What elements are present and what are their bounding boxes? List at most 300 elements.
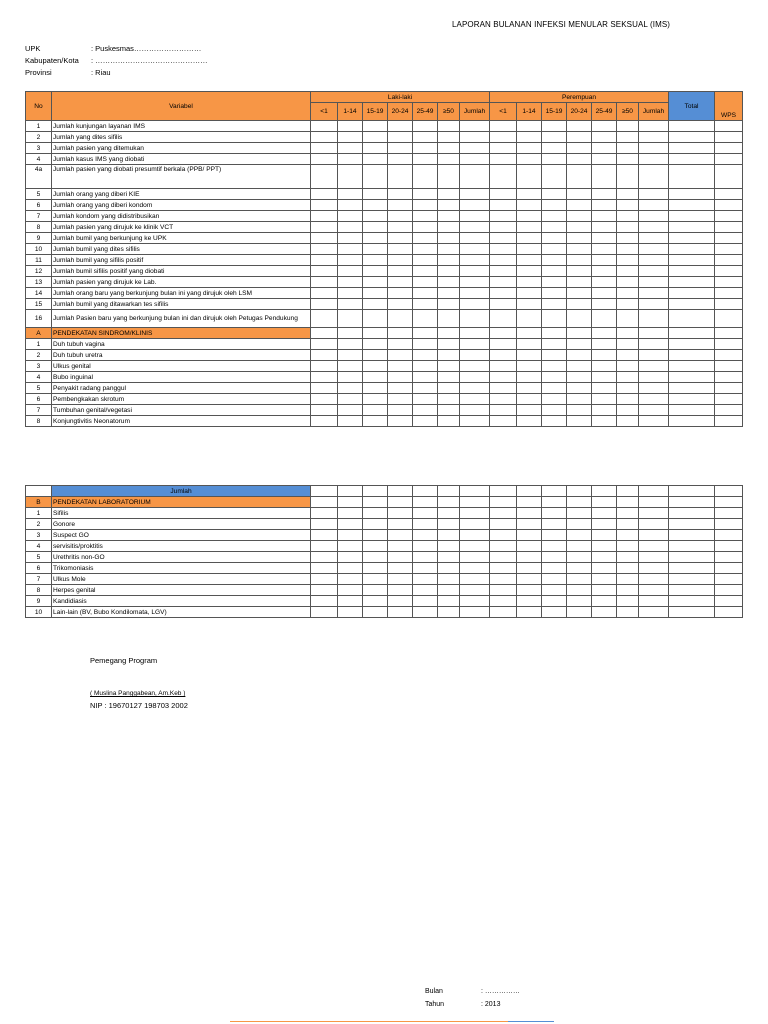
- data-cell[interactable]: [669, 361, 715, 372]
- data-cell[interactable]: [669, 383, 715, 394]
- data-cell[interactable]: [388, 288, 413, 299]
- data-cell[interactable]: [567, 211, 592, 222]
- data-cell[interactable]: [363, 416, 388, 427]
- data-cell[interactable]: [517, 361, 542, 372]
- data-cell[interactable]: [639, 233, 669, 244]
- data-cell[interactable]: [669, 552, 715, 563]
- data-cell[interactable]: [715, 310, 743, 328]
- data-cell[interactable]: [669, 211, 715, 222]
- data-cell[interactable]: [438, 288, 460, 299]
- data-cell[interactable]: [363, 233, 388, 244]
- data-cell[interactable]: [542, 596, 567, 607]
- data-cell[interactable]: [338, 165, 363, 189]
- data-cell[interactable]: [413, 132, 438, 143]
- data-cell[interactable]: [639, 266, 669, 277]
- data-cell[interactable]: [617, 200, 639, 211]
- data-cell[interactable]: [715, 288, 743, 299]
- data-cell[interactable]: [363, 200, 388, 211]
- data-cell[interactable]: [388, 497, 413, 508]
- data-cell[interactable]: [338, 222, 363, 233]
- data-cell[interactable]: [363, 519, 388, 530]
- data-cell[interactable]: [413, 508, 438, 519]
- data-cell[interactable]: [617, 383, 639, 394]
- data-cell[interactable]: [311, 233, 338, 244]
- data-cell[interactable]: [338, 596, 363, 607]
- data-cell[interactable]: [460, 255, 490, 266]
- data-cell[interactable]: [311, 530, 338, 541]
- data-cell[interactable]: [363, 585, 388, 596]
- data-cell[interactable]: [490, 132, 517, 143]
- data-cell[interactable]: [567, 574, 592, 585]
- data-cell[interactable]: [363, 486, 388, 497]
- data-cell[interactable]: [715, 563, 743, 574]
- data-cell[interactable]: [438, 244, 460, 255]
- data-cell[interactable]: [592, 288, 617, 299]
- data-cell[interactable]: [311, 416, 338, 427]
- data-cell[interactable]: [413, 189, 438, 200]
- data-cell[interactable]: [338, 310, 363, 328]
- data-cell[interactable]: [460, 497, 490, 508]
- data-cell[interactable]: [617, 607, 639, 618]
- data-cell[interactable]: [639, 563, 669, 574]
- data-cell[interactable]: [460, 486, 490, 497]
- data-cell[interactable]: [517, 189, 542, 200]
- data-cell[interactable]: [311, 121, 338, 132]
- data-cell[interactable]: [669, 121, 715, 132]
- data-cell[interactable]: [363, 563, 388, 574]
- data-cell[interactable]: [617, 310, 639, 328]
- data-cell[interactable]: [338, 574, 363, 585]
- data-cell[interactable]: [460, 416, 490, 427]
- data-cell[interactable]: [311, 143, 338, 154]
- data-cell[interactable]: [617, 350, 639, 361]
- data-cell[interactable]: [413, 486, 438, 497]
- data-cell[interactable]: [639, 372, 669, 383]
- data-cell[interactable]: [413, 288, 438, 299]
- data-cell[interactable]: [592, 541, 617, 552]
- data-cell[interactable]: [715, 200, 743, 211]
- data-cell[interactable]: [311, 394, 338, 405]
- data-cell[interactable]: [617, 339, 639, 350]
- data-cell[interactable]: [363, 596, 388, 607]
- data-cell[interactable]: [715, 394, 743, 405]
- data-cell[interactable]: [517, 233, 542, 244]
- data-cell[interactable]: [388, 596, 413, 607]
- data-cell[interactable]: [413, 339, 438, 350]
- data-cell[interactable]: [592, 497, 617, 508]
- data-cell[interactable]: [338, 486, 363, 497]
- data-cell[interactable]: [363, 541, 388, 552]
- data-cell[interactable]: [490, 121, 517, 132]
- data-cell[interactable]: [617, 211, 639, 222]
- data-cell[interactable]: [617, 508, 639, 519]
- data-cell[interactable]: [592, 189, 617, 200]
- data-cell[interactable]: [715, 211, 743, 222]
- data-cell[interactable]: [669, 154, 715, 165]
- data-cell[interactable]: [592, 121, 617, 132]
- data-cell[interactable]: [460, 372, 490, 383]
- data-cell[interactable]: [460, 143, 490, 154]
- data-cell[interactable]: [715, 541, 743, 552]
- data-cell[interactable]: [490, 277, 517, 288]
- data-cell[interactable]: [363, 508, 388, 519]
- data-cell[interactable]: [490, 189, 517, 200]
- data-cell[interactable]: [363, 211, 388, 222]
- data-cell[interactable]: [311, 288, 338, 299]
- data-cell[interactable]: [363, 288, 388, 299]
- data-cell[interactable]: [639, 299, 669, 310]
- data-cell[interactable]: [460, 383, 490, 394]
- data-cell[interactable]: [388, 552, 413, 563]
- data-cell[interactable]: [490, 165, 517, 189]
- data-cell[interactable]: [311, 563, 338, 574]
- data-cell[interactable]: [388, 394, 413, 405]
- data-cell[interactable]: [567, 255, 592, 266]
- data-cell[interactable]: [715, 121, 743, 132]
- data-cell[interactable]: [490, 361, 517, 372]
- data-cell[interactable]: [669, 200, 715, 211]
- data-cell[interactable]: [363, 266, 388, 277]
- data-cell[interactable]: [438, 132, 460, 143]
- data-cell[interactable]: [460, 132, 490, 143]
- data-cell[interactable]: [338, 508, 363, 519]
- data-cell[interactable]: [413, 143, 438, 154]
- data-cell[interactable]: [388, 361, 413, 372]
- data-cell[interactable]: [592, 339, 617, 350]
- data-cell[interactable]: [460, 299, 490, 310]
- data-cell[interactable]: [438, 277, 460, 288]
- data-cell[interactable]: [617, 596, 639, 607]
- data-cell[interactable]: [567, 189, 592, 200]
- data-cell[interactable]: [542, 328, 567, 339]
- data-cell[interactable]: [617, 541, 639, 552]
- data-cell[interactable]: [517, 596, 542, 607]
- data-cell[interactable]: [460, 574, 490, 585]
- data-cell[interactable]: [617, 552, 639, 563]
- data-cell[interactable]: [639, 328, 669, 339]
- data-cell[interactable]: [639, 596, 669, 607]
- data-cell[interactable]: [592, 508, 617, 519]
- data-cell[interactable]: [490, 266, 517, 277]
- data-cell[interactable]: [338, 299, 363, 310]
- data-cell[interactable]: [438, 121, 460, 132]
- data-cell[interactable]: [413, 574, 438, 585]
- data-cell[interactable]: [517, 288, 542, 299]
- data-cell[interactable]: [617, 266, 639, 277]
- data-cell[interactable]: [438, 530, 460, 541]
- data-cell[interactable]: [669, 132, 715, 143]
- data-cell[interactable]: [542, 552, 567, 563]
- data-cell[interactable]: [715, 328, 743, 339]
- data-cell[interactable]: [338, 372, 363, 383]
- data-cell[interactable]: [639, 200, 669, 211]
- data-cell[interactable]: [311, 189, 338, 200]
- data-cell[interactable]: [311, 552, 338, 563]
- data-cell[interactable]: [338, 211, 363, 222]
- data-cell[interactable]: [338, 405, 363, 416]
- data-cell[interactable]: [715, 222, 743, 233]
- data-cell[interactable]: [639, 552, 669, 563]
- data-cell[interactable]: [338, 154, 363, 165]
- data-cell[interactable]: [460, 508, 490, 519]
- data-cell[interactable]: [517, 530, 542, 541]
- data-cell[interactable]: [542, 200, 567, 211]
- data-cell[interactable]: [490, 541, 517, 552]
- data-cell[interactable]: [639, 607, 669, 618]
- data-cell[interactable]: [438, 310, 460, 328]
- data-cell[interactable]: [567, 165, 592, 189]
- data-cell[interactable]: [388, 328, 413, 339]
- data-cell[interactable]: [715, 596, 743, 607]
- data-cell[interactable]: [490, 350, 517, 361]
- data-cell[interactable]: [490, 585, 517, 596]
- data-cell[interactable]: [617, 233, 639, 244]
- data-cell[interactable]: [617, 519, 639, 530]
- data-cell[interactable]: [413, 244, 438, 255]
- data-cell[interactable]: [542, 372, 567, 383]
- data-cell[interactable]: [639, 255, 669, 266]
- data-cell[interactable]: [567, 372, 592, 383]
- data-cell[interactable]: [639, 189, 669, 200]
- data-cell[interactable]: [363, 165, 388, 189]
- data-cell[interactable]: [669, 607, 715, 618]
- data-cell[interactable]: [388, 350, 413, 361]
- data-cell[interactable]: [338, 244, 363, 255]
- data-cell[interactable]: [460, 266, 490, 277]
- data-cell[interactable]: [542, 574, 567, 585]
- data-cell[interactable]: [715, 143, 743, 154]
- data-cell[interactable]: [567, 154, 592, 165]
- data-cell[interactable]: [388, 233, 413, 244]
- data-cell[interactable]: [669, 519, 715, 530]
- data-cell[interactable]: [542, 519, 567, 530]
- data-cell[interactable]: [639, 383, 669, 394]
- data-cell[interactable]: [413, 383, 438, 394]
- data-cell[interactable]: [438, 497, 460, 508]
- data-cell[interactable]: [517, 383, 542, 394]
- data-cell[interactable]: [438, 339, 460, 350]
- data-cell[interactable]: [669, 372, 715, 383]
- data-cell[interactable]: [542, 486, 567, 497]
- data-cell[interactable]: [669, 574, 715, 585]
- data-cell[interactable]: [592, 530, 617, 541]
- data-cell[interactable]: [438, 508, 460, 519]
- data-cell[interactable]: [438, 519, 460, 530]
- data-cell[interactable]: [460, 222, 490, 233]
- data-cell[interactable]: [567, 486, 592, 497]
- data-cell[interactable]: [311, 266, 338, 277]
- data-cell[interactable]: [490, 596, 517, 607]
- data-cell[interactable]: [438, 596, 460, 607]
- data-cell[interactable]: [413, 497, 438, 508]
- data-cell[interactable]: [363, 143, 388, 154]
- data-cell[interactable]: [388, 121, 413, 132]
- data-cell[interactable]: [490, 299, 517, 310]
- data-cell[interactable]: [592, 607, 617, 618]
- data-cell[interactable]: [592, 405, 617, 416]
- data-cell[interactable]: [617, 405, 639, 416]
- data-cell[interactable]: [413, 200, 438, 211]
- data-cell[interactable]: [413, 563, 438, 574]
- data-cell[interactable]: [363, 132, 388, 143]
- data-cell[interactable]: [639, 530, 669, 541]
- data-cell[interactable]: [669, 222, 715, 233]
- data-cell[interactable]: [567, 310, 592, 328]
- data-cell[interactable]: [388, 607, 413, 618]
- data-cell[interactable]: [311, 299, 338, 310]
- data-cell[interactable]: [715, 350, 743, 361]
- data-cell[interactable]: [639, 154, 669, 165]
- data-cell[interactable]: [338, 383, 363, 394]
- data-cell[interactable]: [669, 328, 715, 339]
- data-cell[interactable]: [715, 372, 743, 383]
- data-cell[interactable]: [363, 530, 388, 541]
- data-cell[interactable]: [460, 405, 490, 416]
- data-cell[interactable]: [338, 350, 363, 361]
- data-cell[interactable]: [311, 541, 338, 552]
- data-cell[interactable]: [338, 255, 363, 266]
- data-cell[interactable]: [438, 541, 460, 552]
- data-cell[interactable]: [388, 244, 413, 255]
- data-cell[interactable]: [438, 299, 460, 310]
- data-cell[interactable]: [311, 405, 338, 416]
- data-cell[interactable]: [715, 244, 743, 255]
- data-cell[interactable]: [567, 596, 592, 607]
- data-cell[interactable]: [669, 165, 715, 189]
- data-cell[interactable]: [311, 486, 338, 497]
- data-cell[interactable]: [363, 394, 388, 405]
- data-cell[interactable]: [592, 255, 617, 266]
- data-cell[interactable]: [715, 519, 743, 530]
- data-cell[interactable]: [639, 121, 669, 132]
- data-cell[interactable]: [311, 585, 338, 596]
- data-cell[interactable]: [669, 244, 715, 255]
- data-cell[interactable]: [413, 405, 438, 416]
- data-cell[interactable]: [413, 328, 438, 339]
- data-cell[interactable]: [567, 299, 592, 310]
- data-cell[interactable]: [542, 416, 567, 427]
- data-cell[interactable]: [567, 508, 592, 519]
- data-cell[interactable]: [669, 541, 715, 552]
- data-cell[interactable]: [388, 486, 413, 497]
- data-cell[interactable]: [517, 154, 542, 165]
- data-cell[interactable]: [388, 266, 413, 277]
- data-cell[interactable]: [669, 233, 715, 244]
- data-cell[interactable]: [639, 350, 669, 361]
- data-cell[interactable]: [592, 416, 617, 427]
- data-cell[interactable]: [669, 508, 715, 519]
- data-cell[interactable]: [413, 372, 438, 383]
- data-cell[interactable]: [338, 519, 363, 530]
- data-cell[interactable]: [592, 277, 617, 288]
- data-cell[interactable]: [542, 405, 567, 416]
- data-cell[interactable]: [413, 541, 438, 552]
- data-cell[interactable]: [617, 255, 639, 266]
- data-cell[interactable]: [438, 222, 460, 233]
- data-cell[interactable]: [338, 277, 363, 288]
- data-cell[interactable]: [363, 574, 388, 585]
- data-cell[interactable]: [669, 394, 715, 405]
- data-cell[interactable]: [490, 519, 517, 530]
- data-cell[interactable]: [639, 361, 669, 372]
- data-cell[interactable]: [592, 574, 617, 585]
- data-cell[interactable]: [413, 519, 438, 530]
- data-cell[interactable]: [567, 519, 592, 530]
- data-cell[interactable]: [617, 121, 639, 132]
- data-cell[interactable]: [517, 486, 542, 497]
- data-cell[interactable]: [363, 255, 388, 266]
- data-cell[interactable]: [490, 416, 517, 427]
- data-cell[interactable]: [567, 552, 592, 563]
- data-cell[interactable]: [517, 165, 542, 189]
- data-cell[interactable]: [311, 372, 338, 383]
- data-cell[interactable]: [517, 200, 542, 211]
- data-cell[interactable]: [617, 416, 639, 427]
- data-cell[interactable]: [413, 255, 438, 266]
- data-cell[interactable]: [363, 497, 388, 508]
- data-cell[interactable]: [639, 416, 669, 427]
- data-cell[interactable]: [617, 165, 639, 189]
- data-cell[interactable]: [617, 244, 639, 255]
- data-cell[interactable]: [338, 339, 363, 350]
- data-cell[interactable]: [490, 574, 517, 585]
- data-cell[interactable]: [567, 244, 592, 255]
- data-cell[interactable]: [438, 361, 460, 372]
- data-cell[interactable]: [460, 585, 490, 596]
- data-cell[interactable]: [363, 405, 388, 416]
- data-cell[interactable]: [592, 372, 617, 383]
- data-cell[interactable]: [338, 233, 363, 244]
- data-cell[interactable]: [542, 383, 567, 394]
- data-cell[interactable]: [567, 233, 592, 244]
- data-cell[interactable]: [460, 596, 490, 607]
- data-cell[interactable]: [338, 288, 363, 299]
- data-cell[interactable]: [567, 383, 592, 394]
- data-cell[interactable]: [567, 339, 592, 350]
- data-cell[interactable]: [567, 121, 592, 132]
- data-cell[interactable]: [438, 563, 460, 574]
- data-cell[interactable]: [388, 310, 413, 328]
- data-cell[interactable]: [413, 266, 438, 277]
- data-cell[interactable]: [669, 255, 715, 266]
- data-cell[interactable]: [490, 328, 517, 339]
- data-cell[interactable]: [413, 416, 438, 427]
- data-cell[interactable]: [715, 585, 743, 596]
- data-cell[interactable]: [617, 574, 639, 585]
- data-cell[interactable]: [460, 288, 490, 299]
- data-cell[interactable]: [639, 310, 669, 328]
- data-cell[interactable]: [460, 200, 490, 211]
- data-cell[interactable]: [338, 143, 363, 154]
- data-cell[interactable]: [542, 154, 567, 165]
- data-cell[interactable]: [542, 361, 567, 372]
- data-cell[interactable]: [490, 563, 517, 574]
- data-cell[interactable]: [542, 121, 567, 132]
- data-cell[interactable]: [669, 596, 715, 607]
- data-cell[interactable]: [363, 299, 388, 310]
- data-cell[interactable]: [338, 416, 363, 427]
- data-cell[interactable]: [669, 563, 715, 574]
- data-cell[interactable]: [490, 394, 517, 405]
- data-cell[interactable]: [542, 541, 567, 552]
- data-cell[interactable]: [617, 222, 639, 233]
- data-cell[interactable]: [338, 189, 363, 200]
- data-cell[interactable]: [542, 189, 567, 200]
- data-cell[interactable]: [413, 607, 438, 618]
- data-cell[interactable]: [311, 508, 338, 519]
- data-cell[interactable]: [639, 277, 669, 288]
- data-cell[interactable]: [715, 530, 743, 541]
